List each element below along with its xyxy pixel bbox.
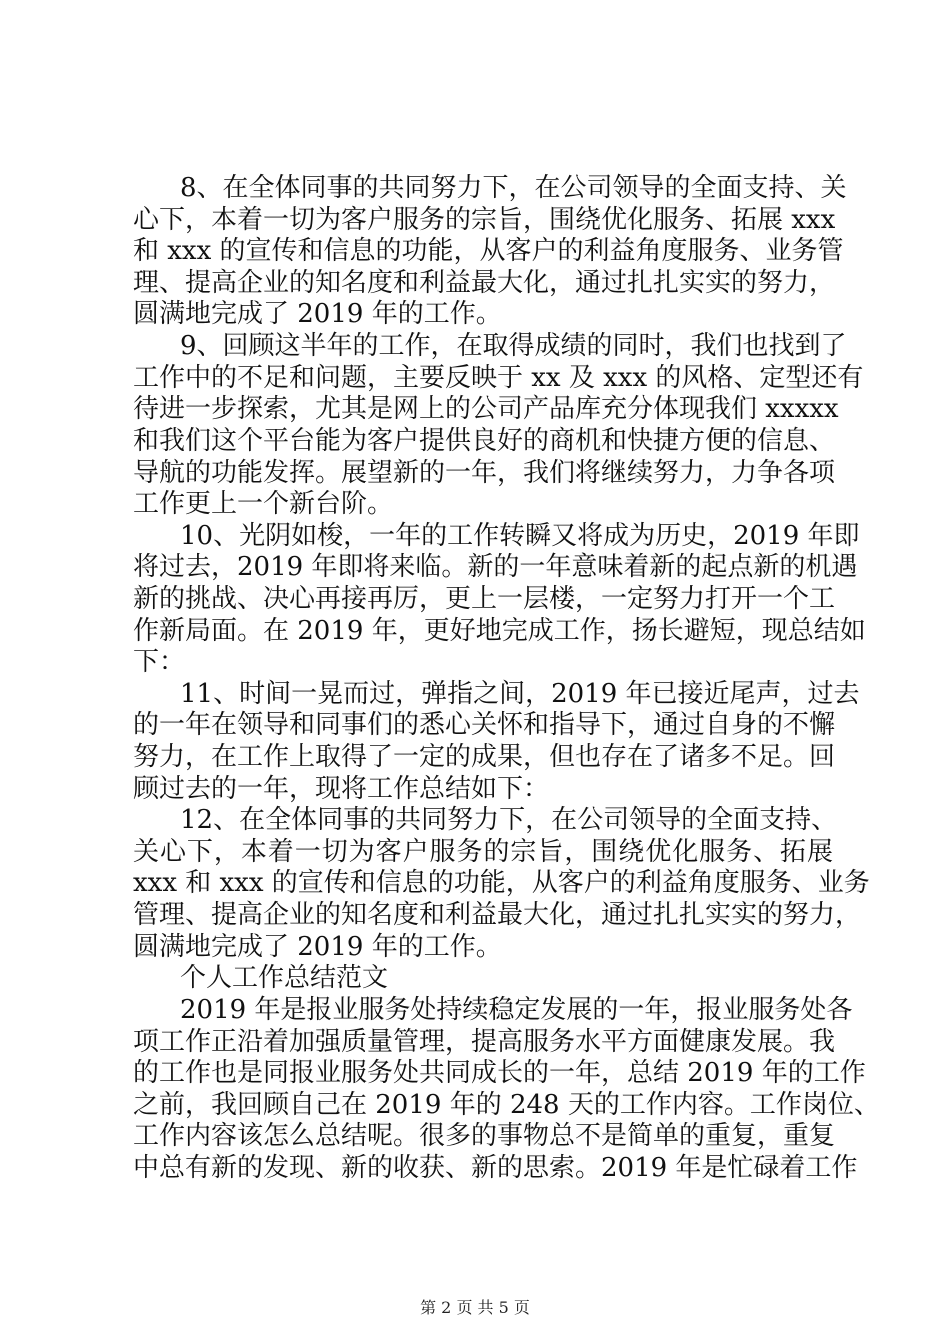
text-line: 的工作也是同报业服务处共同成长的一年，总结 2019 年的工作 bbox=[133, 1058, 866, 1088]
text-line: 圆满地完成了 2019 年的工作。 bbox=[133, 299, 502, 329]
text-line: 和我们这个平台能为客户提供良好的商机和快捷方便的信息、 bbox=[133, 426, 836, 456]
text-line: 新的挑战、决心再接再厉，更上一层楼，一定努力打开一个工 bbox=[133, 584, 836, 614]
text-line: 中总有新的发现、新的收获、新的思索。2019 年是忙碌着工作 bbox=[133, 1153, 858, 1183]
section-heading: 个人工作总结范文 bbox=[180, 963, 389, 993]
text-line: 工作更上一个新台阶。 bbox=[133, 489, 394, 519]
text-line: 8、在全体同事的共同努力下，在公司领导的全面支持、关 bbox=[180, 173, 847, 203]
text-line: 关心下，本着一切为客户服务的宗旨，围绕优化服务、拓展 bbox=[133, 837, 833, 867]
text-line: 顾过去的一年，现将工作总结如下： bbox=[133, 774, 550, 804]
text-line: 的一年在领导和同事们的悉心关怀和指导下，通过自身的不懈 bbox=[133, 710, 836, 740]
text-line: 心下，本着一切为客户服务的宗旨，围绕优化服务、拓展 xxx bbox=[133, 205, 836, 235]
text-line: 9、回顾这半年的工作，在取得成绩的同时，我们也找到了 bbox=[180, 331, 847, 361]
text-line: 项工作正沿着加强质量管理，提高服务水平方面健康发展。我 bbox=[133, 1027, 836, 1057]
text-line: 待进一步探索，尤其是网上的公司产品库充分体现我们 xxxxx bbox=[133, 394, 839, 424]
text-line: 理、提高企业的知名度和利益最大化，通过扎扎实实的努力， bbox=[133, 268, 836, 298]
text-line: 下： bbox=[133, 647, 186, 677]
text-line: 之前，我回顾自己在 2019 年的 248 天的工作内容。工作岗位、 bbox=[133, 1090, 880, 1120]
text-line: 将过去，2019 年即将来临。新的一年意味着新的起点新的机遇 bbox=[133, 552, 858, 582]
text-line: 努力，在工作上取得了一定的成果，但也存在了诸多不足。回 bbox=[133, 742, 836, 772]
text-line: 工作中的不足和问题，主要反映于 xx 及 xxx 的风格、定型还有 bbox=[133, 363, 864, 393]
text-line: 作新局面。在 2019 年，更好地完成工作，扬长避短，现总结如 bbox=[133, 616, 866, 646]
text-line: 工作内容该怎么总结呢。很多的事物总不是简单的重复，重复 bbox=[133, 1121, 836, 1151]
text-line: 12、在全体同事的共同努力下，在公司领导的全面支持、 bbox=[180, 805, 838, 835]
text-line: 2019 年是报业服务处持续稳定发展的一年，报业服务处各 bbox=[180, 995, 853, 1025]
text-line: 和 xxx 的宣传和信息的功能，从客户的利益角度服务、业务管 bbox=[133, 236, 844, 266]
text-line: xxx 和 xxx 的宣传和信息的功能，从客户的利益角度服务、业务 bbox=[133, 868, 870, 898]
text-line: 圆满地完成了 2019 年的工作。 bbox=[133, 932, 502, 962]
text-line: 管理、提高企业的知名度和利益最大化，通过扎扎实实的努力， bbox=[133, 900, 862, 930]
text-line: 导航的功能发挥。展望新的一年，我们将继续努力，力争各项 bbox=[133, 458, 836, 488]
text-line: 11、时间一晃而过，弹指之间，2019 年已接近尾声，过去 bbox=[180, 679, 860, 709]
page-footer: 第 2 页 共 5 页 bbox=[420, 1298, 530, 1317]
text-line: 10、光阴如梭，一年的工作转瞬又将成为历史，2019 年即 bbox=[180, 521, 860, 551]
